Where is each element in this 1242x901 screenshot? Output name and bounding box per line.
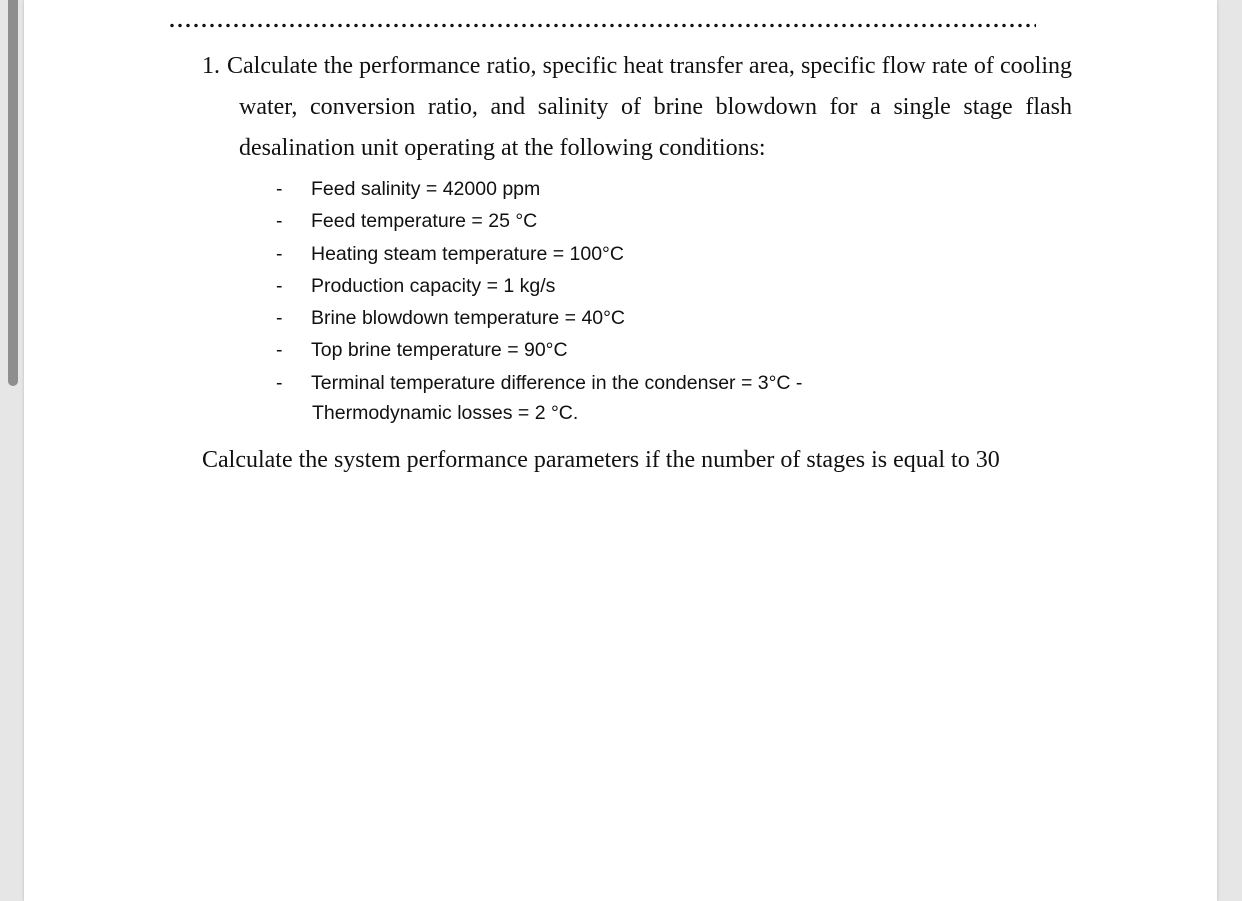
question-1 xyxy=(202,46,1072,169)
condition-text: Production capacity = 1 kg/s xyxy=(311,274,556,297)
vertical-scrollbar-thumb[interactable] xyxy=(8,0,18,386)
question-paragraph xyxy=(202,46,1072,169)
document-page xyxy=(24,0,1217,901)
dash-bullet: - xyxy=(276,274,283,297)
conditions-list xyxy=(276,173,916,399)
condition-text: Heating steam temperature = 100°C xyxy=(311,242,624,265)
condition-item xyxy=(276,302,916,334)
dash-bullet: - xyxy=(276,339,283,362)
condition-item xyxy=(276,334,916,366)
condition-item xyxy=(276,238,916,270)
dash-bullet: - xyxy=(276,242,283,265)
condition-continuation: Thermodynamic losses = 2 °C. xyxy=(312,402,579,424)
condition-text: Terminal temperature difference in the condenser = 3°C - xyxy=(311,371,803,394)
condition-text: Top brine temperature = 90°C xyxy=(311,339,568,362)
condition-item xyxy=(276,367,916,399)
dotted-separator xyxy=(168,23,1036,28)
condition-text: Feed temperature = 25 °C xyxy=(311,210,538,233)
condition-item xyxy=(276,173,916,205)
dash-bullet: - xyxy=(276,210,283,233)
condition-item xyxy=(276,270,916,302)
condition-item xyxy=(276,205,916,237)
dash-bullet: - xyxy=(276,371,283,394)
question-number: 1. xyxy=(202,53,220,79)
condition-text: Feed salinity = 42000 ppm xyxy=(311,178,541,200)
followup-question: Calculate the system performance parameters if the number of stages is equal to 30 xyxy=(202,447,1000,473)
dash-bullet: - xyxy=(276,307,283,330)
condition-text: Brine blowdown temperature = 40°C xyxy=(311,307,626,330)
dash-bullet: - xyxy=(276,178,283,200)
question-text: Calculate the performance ratio, specific heat transfer area, specific flow rate of cooling water, conversion ratio, and salinity of brine blowdown for a single stage flash desalination unit operating at the following conditions: xyxy=(227,53,1072,161)
